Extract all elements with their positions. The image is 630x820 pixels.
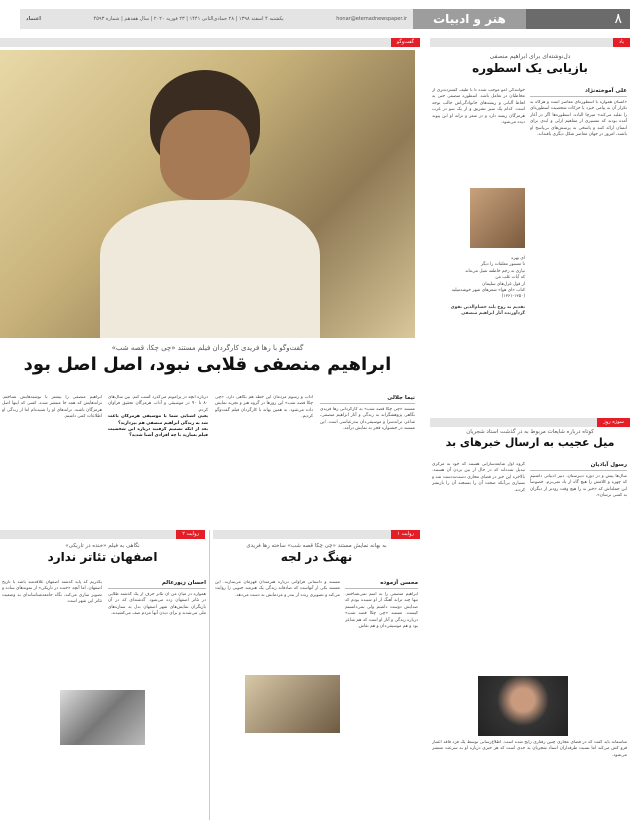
- story1-heading: [213, 543, 420, 566]
- interview-question: بعد از آنکه تصمیم گرفتید درباره این شخصیت فیلم بسازید با چه افرادی آشنا شدید؟: [108, 427, 208, 439]
- page-number: ۸: [526, 9, 630, 29]
- poem-source: کتاب «ای هوا» شعرهای شهر خوشه‌میلیه (۱۳۵۰-۱۳۶۱): [451, 288, 525, 300]
- section-bar-story2: [0, 530, 205, 539]
- poem-line: از قول غزل‌های سلیمان: [482, 281, 525, 287]
- email-link[interactable]: honar@etemadnewspaper.ir: [336, 16, 407, 22]
- news-heading: [430, 429, 630, 450]
- story1-kicker: به بهانه نمایش مستند «چی چکا قصه شب» ساخته رها فریدی: [246, 543, 387, 549]
- poem-line: که آیات غلب من: [495, 275, 525, 281]
- story2-kicker: نگاهی به فیلم «خنده در تاریکی»: [65, 543, 140, 549]
- divider: [209, 530, 210, 820]
- memorial-column-1: [530, 88, 627, 400]
- memorial-column-2: خوانندگی امو موجب شده تا با طیف گسترده‌تری از مخاطبان در تعامل باشد. اسطوره منصفی حتی به لحاظ آلبانی و ریشه‌های خانوادگی‌اش جالب توجه است. کدام یک سیر تشریق و از یک سو در غرب هرمزگان ریشه دارد و در شعر و ترانه او این پیوند دیده می‌شود.: [432, 88, 525, 126]
- dedication: گردآورنده آثار ابراهیم منصفی: [461, 311, 525, 317]
- photo-monsefi-guitar: [245, 675, 340, 733]
- newspaper-logo: اعتماد: [26, 16, 41, 22]
- date-line: یکشنبه ۴ اسفند ۱۳۹۸ | ۲۸ جمادی‌الثانی ۱۴۴۱ | ۲۳ فوریه ۲۰۲۰ | سال هفدهم | شماره ۴۵۹۳: [93, 16, 284, 22]
- interview-column-2: آداب و رسوم مردمان این خطه هم نگاهی دارد. «چی چکا قصه شب» این روزها در گروه هنر و تجربه نمایش داده می‌شود. به همین بهانه با کارگردان فیلم گفت‌وگو کردیم.: [215, 395, 313, 420]
- poem-line: تا مستور معلقات را دیگر: [480, 262, 525, 268]
- tag-story2: روایت ۲: [176, 530, 205, 539]
- story1-text: ابراهیم منصفی را به اسم نمی‌شناختم. تنها چند ترانه آهنگ از او شنیده بودم که صدایش دوست داشتم ولی نمی‌دانستم کیست. مستند «چی چکا قصه شب» درباره زندگی و آثار او است که هم شاعر بود و هم موسیقی‌دان و هم نقاش.: [345, 592, 418, 630]
- news-headline: میل عجیب به ارسال خبرهای بد: [445, 436, 615, 450]
- section-bar-memorial: [430, 38, 630, 47]
- interview-heading: [0, 344, 415, 376]
- news-column-1: [530, 462, 627, 669]
- story1-headline: نهنگ در لجه: [280, 550, 353, 565]
- interview-intro: مستند «چی چکا قصه شب» به کارگردانی رها فریدی نگاهی پژوهشگرانه به زندگی و آثار ابراهیم منصفی، شاعر، ترانه‌سرا و موسیقی‌دان بندرعباسی است. این مستند در جشنواره فجر به نمایش درآمد.: [320, 407, 415, 432]
- news-kicker: کوتاه درباره شایعات مربوط به در گذشت استاد شجریان: [466, 429, 594, 435]
- news-text: سال‌ها پیش و در دوره دبیرستان، دبیر ادبیاتی داشتیم که چهره و کلامش را هیچ گاه از یاد نمی‌برم. خصوصاً این جمله‌اش که «خبر بد را هیچ وقت زودتر از دیگران به کسی نرسان».: [530, 474, 627, 499]
- author-name: رسول آبادیان: [530, 462, 627, 471]
- header-bar: [20, 9, 413, 29]
- interview-kicker: گفت‌وگو با رها فریدی کارگردان فیلم مستند «چی چکا، قصه شب»: [111, 344, 304, 352]
- story2-heading: [0, 543, 205, 566]
- story2-text: همواره در میان من آن تئاتر حرف از یک گذشته طلایی در تئاتر اصفهان زده می‌شود. گذشته‌ای که در آن بازیگران نمایش‌های شهر اصفهان بدل به ستاره‌های ملی می‌شدند و برای دیدن آنها مردم صف می‌کشیدند.: [108, 592, 206, 617]
- tag-story1: روایت ۱: [391, 530, 420, 539]
- section-title: هنر و ادبیات: [413, 9, 526, 29]
- section-bar-interview: [0, 38, 420, 47]
- story2-headline: اصفهان تئاتر ندارد: [47, 550, 158, 565]
- photo-theatre-group: [60, 690, 145, 745]
- memorial-headline: بازیابی یک اسطوره: [472, 60, 588, 75]
- memorial-poem: [432, 256, 525, 318]
- interview-column-3: [108, 395, 208, 525]
- tag-interview: گفت‌وگو: [391, 38, 420, 47]
- author-name: نیما جلالی: [320, 395, 415, 404]
- interview-column-4: ابراهیم منصفی را بیشتر با نوشته‌هایش شناختم. ترانه‌هایش که همه جا منتشر شده، کسی که اینها اصل هرمزگان باشند. ترانه‌های او را شنیده‌ام اما از زندگی او اطلاعات کمی داشتم.: [2, 395, 102, 420]
- tag-memorial: یاد: [613, 38, 630, 47]
- news-column-2: گروه اول شایعه‌سازانی هستند که خود به مرکزی تبدیل شده‌اند که در حال از بین بردن آن هستند. بالاخره این خبر در فضای مجازی دست‌به‌دست شد و بسیاری بی‌آنکه صحت آن را بسنجند آن را بازنشر کردند.: [432, 462, 525, 493]
- story1-column-1: [345, 580, 418, 817]
- news-column-3: متاسفانه باید گفت که در فضای مجازی چنین رفتاری رایج شده است. اطلاع‌رسانی توسط یک فرد فاقد اعتبار فرو کش می‌کند اما نسبت طرفداران استاد شجریان به حدی است که هر خبری درباره او به سرعت منتشر می‌شود.: [432, 740, 627, 758]
- section-bar-news: [430, 418, 630, 427]
- tag-news: سوژه روز: [597, 418, 630, 427]
- poem-line: نیازی به زخم خاطفه تفیل می‌ماند: [465, 268, 525, 274]
- author-name: محسن آزموده: [345, 580, 418, 589]
- main-photo-ebrahim-monsefi: [0, 50, 415, 338]
- interview-question: یعنی آشنایی شما با موسیقی هرمزگان باعث شد به زندگی ابراهیم منصفی هم بپردازید؟: [108, 414, 208, 426]
- memorial-heading: [430, 53, 630, 76]
- story1-column-2: مستند و داستانی فراوانی درباره هنرمندان قهرمان می‌سازند. این مستند یکی از آنهاست که صادقانه زندگی یک هنرمند جنوبی را روایت می‌کند و تصویری زنده از بندر و مردمانش به دست می‌دهد.: [215, 580, 340, 598]
- dedication: تقدیم به روح بلند حسام‌الدین تقوی: [450, 304, 525, 310]
- section-bar-story1: [213, 530, 420, 539]
- memorial-kicker: دل‌نوشته‌ای برای ابراهیم منصفی: [489, 53, 571, 60]
- memorial-text: «انسان همواره با اسطوره‌ای معاصر است و هرگاه به تکرار آن به پیامی خیزد یا حرکات شخصیت اسطوره‌ای را تقلید می‌کند» میرچا الیاده. اسطوره‌ها اگر در آغاز آمده بودند که تفسیری از مفاهیم ازلی و ابدی برای انسان ارائه کنند و پاسخی به پرسش‌های بی‌پاسخ او باشند، امروز در جهان معاصر شکل دیگری یافته‌اند.: [530, 100, 627, 138]
- author-name: احسان زیورعالم: [108, 580, 206, 589]
- story2-column-2: بگذریم که پایه گذشته اصفهان علاقه‌مند باشد با تاریخ اصفهان. اما آنچه «خنده در تاریکی» از نمونه‌های ساده و تصویر سازی می‌کند، نگاه جامعه‌شناسانه‌ای به وضعیت تئاتر این شهر است.: [2, 580, 102, 605]
- photo-child: [470, 188, 525, 248]
- poem-line: ای بهره: [511, 256, 525, 261]
- story2-column-1: [108, 580, 206, 682]
- interview-column-1: [320, 395, 415, 527]
- author-name: علی آموخته‌نژاد: [530, 88, 627, 97]
- interview-text: درباره آنچه در پرامونم می‌گذرد کسب کنم. بین سال‌های ۸۰ تا ۹۰ در موسیقی و آداب هرمزگان تحقیق فراوان کردم.: [108, 395, 208, 413]
- photo-shajarian: [478, 676, 568, 736]
- interview-headline: ابراهیم منصفی قلابی نبود، اصل اصل بود: [23, 354, 392, 376]
